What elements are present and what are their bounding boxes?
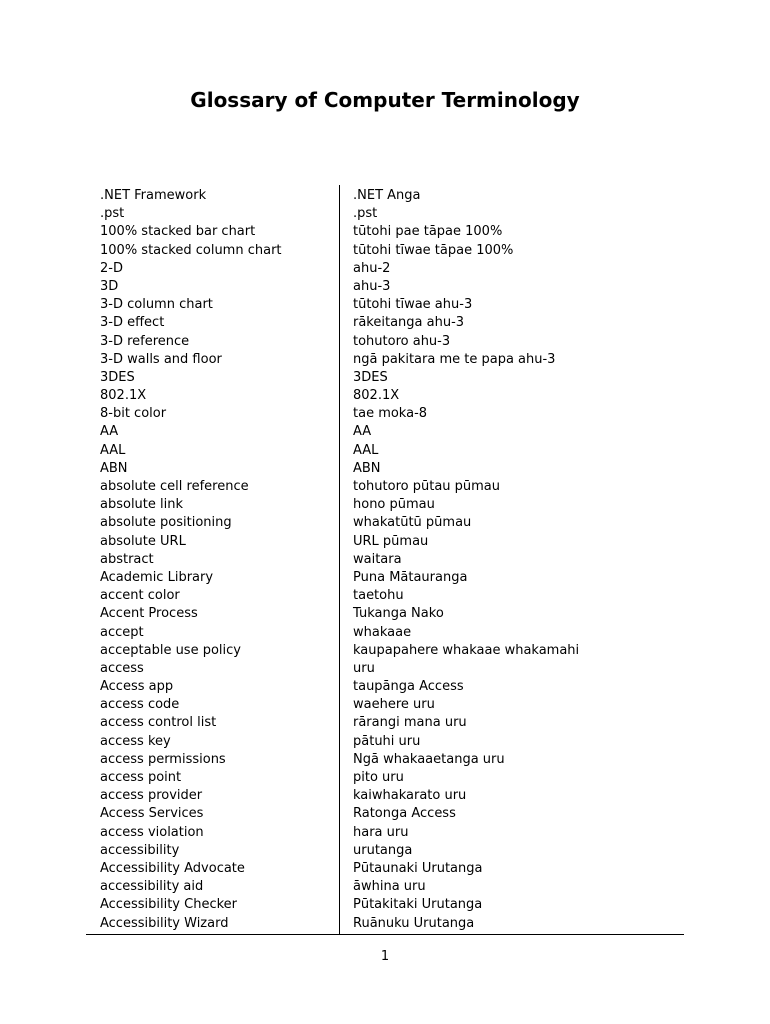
page-number: 1 — [380, 949, 390, 964]
glossary-row — [86, 205, 684, 223]
glossary-term: Accessibility Wizard — [100, 915, 229, 931]
glossary-translation: hono pūmau — [353, 497, 435, 513]
glossary-term: absolute link — [100, 497, 184, 513]
glossary-term: Accent Process — [100, 606, 198, 622]
glossary-term: accent color — [100, 588, 180, 604]
glossary-term: accessibility — [100, 842, 180, 858]
glossary-row — [86, 642, 684, 660]
glossary-translation: taetohu — [353, 588, 404, 604]
glossary-term: 2-D — [100, 260, 123, 276]
glossary-row — [86, 678, 684, 696]
glossary-translation: whakaae — [353, 624, 412, 640]
glossary-row — [86, 351, 684, 369]
glossary-translation: waehere uru — [353, 697, 435, 713]
glossary-term: 3D — [100, 278, 119, 294]
glossary-row — [86, 751, 684, 769]
glossary-translation: whakatūtū pūmau — [353, 515, 472, 531]
glossary-row — [86, 514, 684, 532]
glossary-translation: 3DES — [353, 369, 388, 385]
glossary-translation: kaupapahere whakaae whakamahi — [353, 642, 580, 658]
glossary-term: access key — [100, 733, 171, 749]
glossary-translation: rākeitanga ahu-3 — [353, 315, 465, 331]
glossary-row — [86, 387, 684, 405]
glossary-row — [86, 296, 684, 314]
glossary-term: AAL — [100, 442, 126, 458]
glossary-row — [86, 824, 684, 842]
glossary-term: 802.1X — [100, 388, 147, 404]
glossary-row — [86, 696, 684, 714]
glossary-term: Academic Library — [100, 569, 214, 585]
glossary-term: acceptable use policy — [100, 642, 241, 658]
glossary-row — [86, 569, 684, 587]
glossary-row — [86, 714, 684, 732]
glossary-translation: tae moka-8 — [353, 406, 428, 422]
glossary-translation: tohutoro pūtau pūmau — [353, 479, 501, 494]
glossary-row — [86, 587, 684, 605]
glossary-term: Access Services — [100, 806, 204, 822]
glossary-translation: Pūtakitaki Urutanga — [353, 897, 483, 913]
glossary-term: ABN — [100, 460, 128, 476]
glossary-translation: pātuhi uru — [353, 733, 421, 749]
glossary-translation: ahu-3 — [353, 278, 391, 294]
glossary-translation: waitara — [353, 551, 402, 567]
glossary-row — [86, 624, 684, 642]
glossary-term: AA — [100, 424, 119, 440]
glossary-row — [86, 533, 684, 551]
glossary-term: .pst — [100, 206, 125, 222]
glossary-term: access point — [100, 770, 182, 785]
glossary-row — [86, 878, 684, 896]
glossary-row — [86, 442, 684, 460]
glossary-table — [86, 187, 684, 933]
glossary-term: 3-D reference — [100, 333, 190, 349]
glossary-term: Accessibility Checker — [100, 897, 237, 913]
glossary-row — [86, 915, 684, 933]
glossary-translation: URL pūmau — [353, 533, 429, 549]
glossary-translation: Pūtaunaki Urutanga — [353, 860, 483, 876]
glossary-row — [86, 423, 684, 441]
glossary-row — [86, 551, 684, 569]
glossary-term: Accessibility Advocate — [100, 860, 245, 876]
glossary-term: 8-bit color — [100, 406, 167, 422]
glossary-row — [86, 605, 684, 623]
glossary-term: access permissions — [100, 751, 226, 767]
glossary-term: absolute URL — [100, 533, 186, 549]
glossary-row — [86, 733, 684, 751]
glossary-row — [86, 223, 684, 241]
glossary-translation: Tukanga Nako — [353, 606, 444, 622]
glossary-translation: urutanga — [353, 842, 413, 858]
glossary-term: 3DES — [100, 369, 135, 385]
glossary-translation: pito uru — [353, 770, 404, 785]
table-bottom-rule — [86, 934, 684, 935]
glossary-translation: .NET Anga — [353, 188, 421, 203]
glossary-translation: ngā pakitara me te papa ahu-3 — [353, 351, 556, 367]
glossary-row — [86, 660, 684, 678]
glossary-translation: ahu-2 — [353, 260, 391, 276]
glossary-row — [86, 896, 684, 914]
glossary-translation: uru — [353, 660, 375, 676]
glossary-term: accept — [100, 624, 144, 640]
glossary-row — [86, 478, 684, 496]
glossary-translation: hara uru — [353, 824, 409, 840]
glossary-row — [86, 769, 684, 787]
glossary-translation: tūtohi tīwae ahu-3 — [353, 297, 473, 313]
glossary-translation: Ruānuku Urutanga — [353, 915, 475, 931]
glossary-translation: 802.1X — [353, 388, 400, 404]
glossary-row — [86, 405, 684, 423]
glossary-term: 3-D effect — [100, 315, 165, 331]
glossary-term: access code — [100, 697, 180, 713]
glossary-row — [86, 333, 684, 351]
glossary-row — [86, 260, 684, 278]
page-title: Glossary of Computer Terminology — [190, 88, 580, 112]
glossary-translation: rārangi mana uru — [353, 715, 467, 731]
glossary-translation: Ngā whakaaetanga uru — [353, 751, 505, 767]
glossary-term: absolute cell reference — [100, 479, 249, 494]
glossary-row — [86, 278, 684, 296]
glossary-translation: .pst — [353, 206, 378, 222]
glossary-translation: AA — [353, 424, 372, 440]
glossary-translation: ABN — [353, 460, 381, 476]
glossary-translation: kaiwhakarato uru — [353, 788, 467, 804]
glossary-term: 100% stacked bar chart — [100, 224, 256, 240]
glossary-term: 3-D column chart — [100, 297, 213, 313]
glossary-row — [86, 842, 684, 860]
glossary-term: access — [100, 660, 144, 676]
glossary-row — [86, 860, 684, 878]
glossary-row — [86, 787, 684, 805]
glossary-row — [86, 805, 684, 823]
glossary-translation: taupānga Access — [353, 679, 464, 695]
glossary-term: accessibility aid — [100, 879, 204, 895]
glossary-term: 3-D walls and floor — [100, 351, 222, 367]
glossary-translation: AAL — [353, 442, 379, 458]
glossary-term: abstract — [100, 551, 154, 567]
glossary-term: .NET Framework — [100, 188, 207, 203]
glossary-translation: āwhina uru — [353, 879, 426, 895]
glossary-translation: Puna Mātauranga — [353, 569, 468, 585]
glossary-term: access violation — [100, 824, 204, 840]
glossary-term: 100% stacked column chart — [100, 242, 282, 258]
glossary-term: Access app — [100, 679, 174, 695]
glossary-row — [86, 460, 684, 478]
glossary-row — [86, 242, 684, 260]
glossary-row — [86, 369, 684, 387]
glossary-translation: tūtohi tīwae tāpae 100% — [353, 242, 514, 258]
glossary-row — [86, 314, 684, 332]
glossary-term: access control list — [100, 715, 217, 731]
glossary-row — [86, 187, 684, 205]
glossary-row — [86, 496, 684, 514]
glossary-term: absolute positioning — [100, 515, 232, 531]
glossary-translation: Ratonga Access — [353, 806, 456, 822]
glossary-translation: tūtohi pae tāpae 100% — [353, 224, 503, 240]
glossary-term: access provider — [100, 788, 203, 804]
glossary-translation: tohutoro ahu-3 — [353, 333, 451, 349]
